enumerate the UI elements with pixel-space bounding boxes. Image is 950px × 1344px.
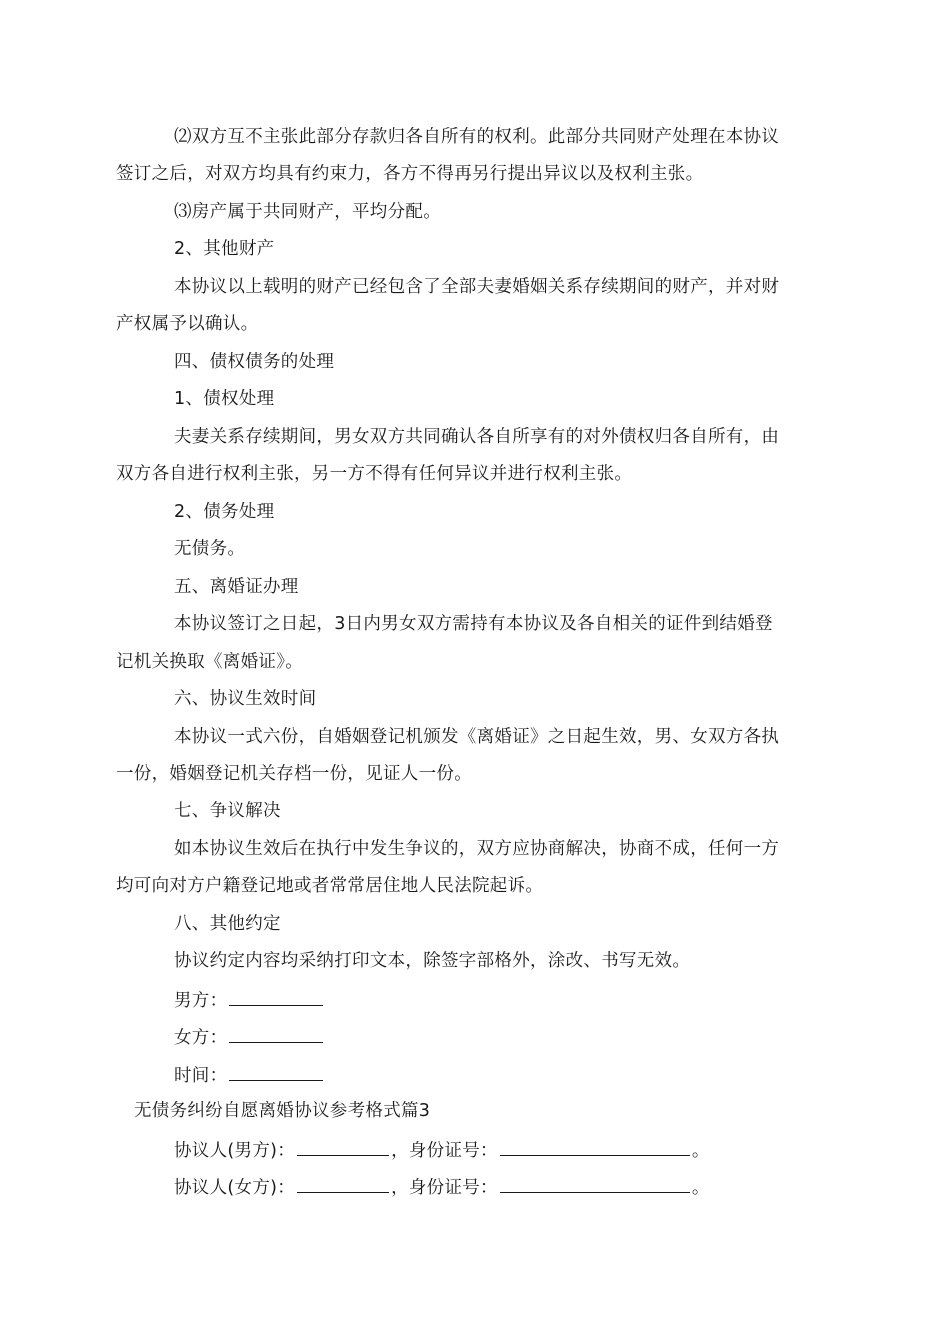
paragraph-line: 本协议以上载明的财产已经包含了全部夫妻婚姻关系存续期间的财产，并对财 (174, 277, 780, 297)
female-id-label: ，身份证号： (391, 1178, 498, 1198)
female-id-number-blank[interactable] (500, 1174, 690, 1193)
section-heading: 七、争议解决 (174, 801, 281, 821)
time-signature-line (174, 1062, 325, 1088)
paragraph-line: 本协议一式六份，自婚姻登记机颁发《离婚证》之日起生效，男、女双方各执 (174, 727, 780, 747)
male-signature-label: 男方： (174, 991, 228, 1011)
time-signature-label: 时间： (174, 1066, 228, 1086)
paragraph-line: 记机关换取《离婚证》。 (116, 652, 304, 672)
female-signature-line (174, 1024, 325, 1050)
paragraph-line: ⑶房产属于共同财产，平均分配。 (174, 202, 441, 222)
male-party-line (174, 1137, 710, 1163)
male-party-name-blank[interactable] (297, 1137, 389, 1156)
paragraph-line: 签订之后，对双方均具有约束力，各方不得再另行提出异议以及权利主张。 (116, 164, 704, 184)
paragraph-line: 如本协议生效后在执行中发生争议的，双方应协商解决，协商不成，任何一方 (174, 839, 780, 859)
paragraph-line: 夫妻关系存续期间，男女双方共同确认各自所享有的对外债权归各自所有，由 (174, 427, 780, 447)
male-id-label: ，身份证号： (391, 1141, 498, 1161)
female-party-line (174, 1174, 710, 1200)
female-signature-blank[interactable] (229, 1024, 323, 1043)
male-end-mark: 。 (691, 1141, 710, 1161)
female-signature-label: 女方： (174, 1028, 228, 1048)
section-heading: 五、离婚证办理 (174, 577, 299, 597)
subheading: 2、债务处理 (174, 502, 275, 522)
female-party-name-blank[interactable] (297, 1174, 389, 1193)
paragraph-line: 双方各自进行权利主张，另一方不得有任何异议并进行权利主张。 (116, 464, 633, 484)
female-end-mark: 。 (691, 1178, 710, 1198)
subheading: 1、债权处理 (174, 389, 275, 409)
male-signature-blank[interactable] (229, 987, 323, 1006)
female-party-label: 协议人(女方)： (174, 1178, 296, 1198)
male-party-label: 协议人(男方)： (174, 1141, 296, 1161)
paragraph-line: 协议约定内容均采纳打印文本，除签字部格外，涂改、书写无效。 (174, 951, 691, 971)
male-signature-line (174, 987, 325, 1013)
section-heading: 四、债权债务的处理 (174, 352, 335, 372)
section-title: 无债务纠纷自愿离婚协议参考格式篇3 (134, 1101, 431, 1121)
paragraph-line: 无债务。 (174, 539, 246, 559)
paragraph-line: 均可向对方户籍登记地或者常常居住地人民法院起诉。 (116, 876, 544, 896)
paragraph-line: 一份，婚姻登记机关存档一份，见证人一份。 (116, 764, 472, 784)
subheading: 2、其他财产 (174, 239, 275, 259)
male-id-number-blank[interactable] (500, 1137, 690, 1156)
paragraph-line: 本协议签订之日起，3日内男女双方需持有本协议及各自相关的证件到结婚登 (174, 614, 773, 634)
section-heading: 六、协议生效时间 (174, 689, 317, 709)
paragraph-line: 产权属予以确认。 (116, 314, 259, 334)
paragraph-line: ⑵双方互不主张此部分存款归各自所有的权利。此部分共同财产处理在本协议 (174, 127, 780, 147)
section-heading: 八、其他约定 (174, 914, 281, 934)
time-signature-blank[interactable] (229, 1062, 323, 1081)
